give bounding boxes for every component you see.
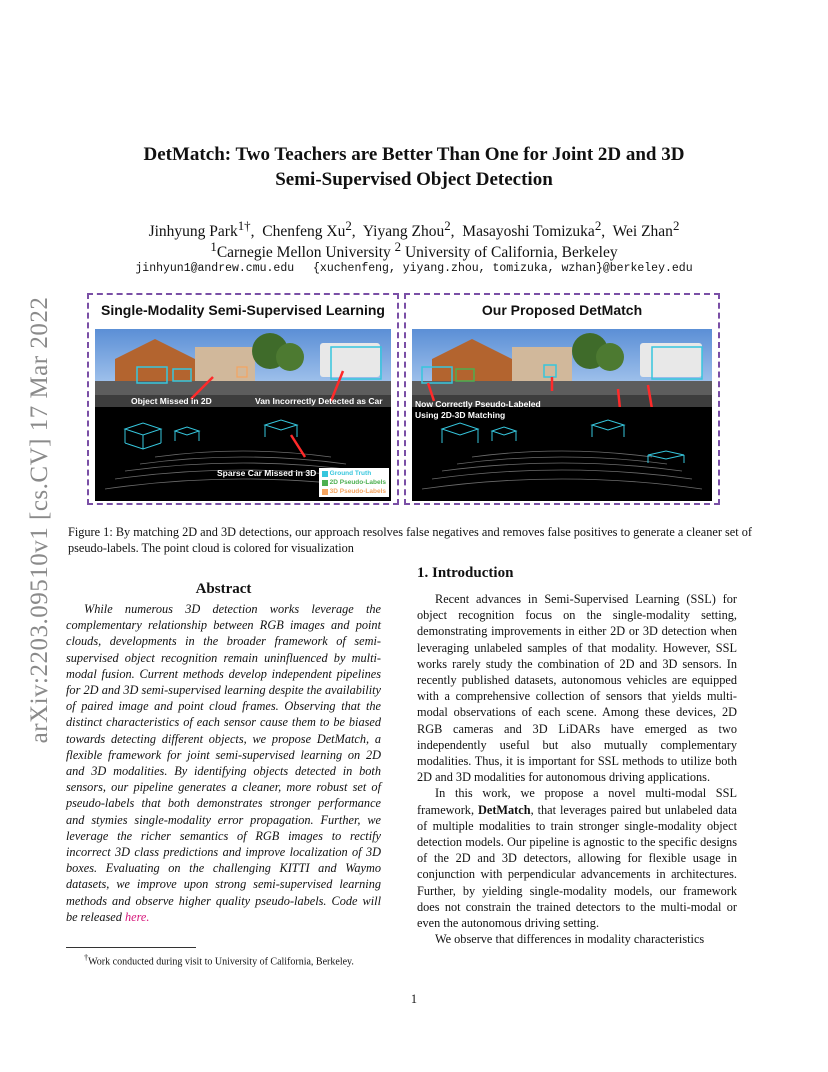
panel-title-right: Our Proposed DetMatch [481, 302, 643, 318]
title-line-2: Semi-Supervised Object Detection [275, 169, 553, 190]
code-link[interactable]: here. [124, 909, 150, 924]
intro-paragraph-1: Recent advances in Semi-Supervised Learning (SSL) for object recognition focus on the single-modality setting, demonstrating improvements in either 2D or 3D detection when leveraging unlabeled samples of that modality. However, SSL works rarely study the combination of 2D and 3D sensors. In recently published datasets, autonomous vehicles are equipped with a comprehensive collection of sensors that yields multi-modal observations of each scene. Among these devices, 2D RGB cameras and 3D LiDARs have emerged as two independently useful but also mutually complementary modalities. Thus, it is important for SSL methods to utilize both 2D and 3D modalities for autonomous driving applications. [417, 592, 737, 785]
paper-title [80, 142, 748, 192]
label-van-incorrect: Van Incorrectly Detected as Car [255, 396, 383, 406]
affiliation-cmu: Carnegie Mellon University [216, 244, 391, 262]
figure-legend [319, 468, 389, 497]
legend-swatch [322, 489, 328, 495]
emails [80, 261, 748, 277]
panel-title-left: Single-Modality Semi-Supervised Learning [101, 302, 385, 318]
intro-paragraph-3: We observe that differences in modality characteristics [435, 932, 705, 947]
author: Yiyang Zhou$^2$ [362, 218, 451, 241]
title-line-1: DetMatch: Two Teachers are Better Than One for Joint 2D and 3D [143, 144, 685, 165]
legend-item-ground-truth: Ground Truth [322, 469, 386, 478]
abstract-heading: Abstract [195, 581, 252, 597]
legend-swatch [322, 480, 328, 486]
author: Chenfeng Xu$^2$ [262, 218, 352, 241]
arxiv-stamp [20, 280, 60, 760]
arxiv-stamp-text: arXiv:2203.09510v1 [cs.CV] 17 Mar 2022 [26, 296, 53, 744]
legend-swatch [322, 471, 328, 477]
figure-panel-left [87, 293, 399, 505]
label-correctly-pseudo-labeled: Now Correctly Pseudo-Labeled Using 2D-3D Matching [415, 399, 541, 420]
email-berkeley[interactable]: {xuchenfeng, yiyang.zhou, tomizuka, wzhan}@berkeley.edu [313, 262, 693, 275]
legend-item-3d: 3D Pseudo-Labels [322, 487, 386, 496]
author: Jinhyung Park$^{1\dagger}$ [148, 218, 251, 241]
figure-panel-right [404, 293, 720, 505]
footnote: †Work conducted during visit to University of California, Berkeley. [84, 953, 354, 968]
page-number: 1 [410, 992, 418, 1006]
legend-item-2d: 2D Pseudo-Labels [322, 478, 386, 487]
figure-caption: Figure 1: By matching 2D and 3D detections, our approach resolves false negatives and removes false positives to generate a cleaner set of pseudo-labels. The point cloud is colored for visualization [68, 525, 752, 555]
label-sparse-car-missed: Sparse Car Missed in 3D [217, 468, 317, 478]
footnote-rule [66, 947, 196, 948]
scene-left [95, 329, 391, 501]
author-list: Jinhyung Park$^{1\dagger}$, Chenfeng Xu$^2$, Yiyang Zhou$^2$, Masayoshi Tomizuka$^2$, Wei Zhan$^2$ [148, 218, 680, 241]
author: Masayoshi Tomizuka$^2$ [462, 218, 602, 241]
intro-paragraph-2: In this work, we propose a novel multi-modal SSL framework, DetMatch, that leverages paired but unlabeled data of multiple modalities to train stronger single-modality object detection models. Our pipeline is agnostic to the specific designs of the 2D and 3D detectors, allowing for flexible usage in conjunction with perpendicular advancements in architectures. Further, by yielding single-modality models, our framework does not constrain the trained detectors to the multi-modal or even the autonomous driving setting. [417, 786, 737, 931]
scene-right [412, 329, 712, 501]
intro-heading: 1. Introduction [417, 565, 514, 581]
affiliations: $^1$Carnegie Mellon University $^2$ University of California, Berkeley [210, 239, 618, 262]
intro-body [417, 591, 737, 947]
email-cmu[interactable]: jinhyun1@andrew.cmu.edu [135, 262, 295, 275]
affiliation-berkeley: University of California, Berkeley [404, 244, 618, 262]
author: Wei Zhan$^2$ [612, 218, 680, 241]
abstract-body: While numerous 3D detection works leverage the complementary relationship between RGB images and point clouds, developments in the broader framework of semi-supervised object recognition remain uninfluenced by multi-modal fusion. Current methods develop independent pipelines for 2D and 3D semi-supervised learning despite the availability of paired image and point cloud frames. Observing that the distinct characteristics of each sensor cause them to be biased towards detecting different objects, we propose DetMatch, a flexible framework for joint semi-supervised learning on 2D and 3D modalities. By identifying objects detected in both sensors, our pipeline generates a cleaner, more robust set of pseudo-labels that both demonstrates stronger performance and stymies single-modality error propagation. Further, we leverage the richer semantics of RGB images to rectify incorrect 3D class predictions and improve localization of 3D boxes. Evaluating on the challenging KITTI and Waymo datasets, we improve upon strong semi-supervised learning methods and observe higher quality pseudo-labels. Code will be released here. [66, 602, 381, 924]
label-object-missed-2d: Object Missed in 2D [131, 396, 212, 406]
